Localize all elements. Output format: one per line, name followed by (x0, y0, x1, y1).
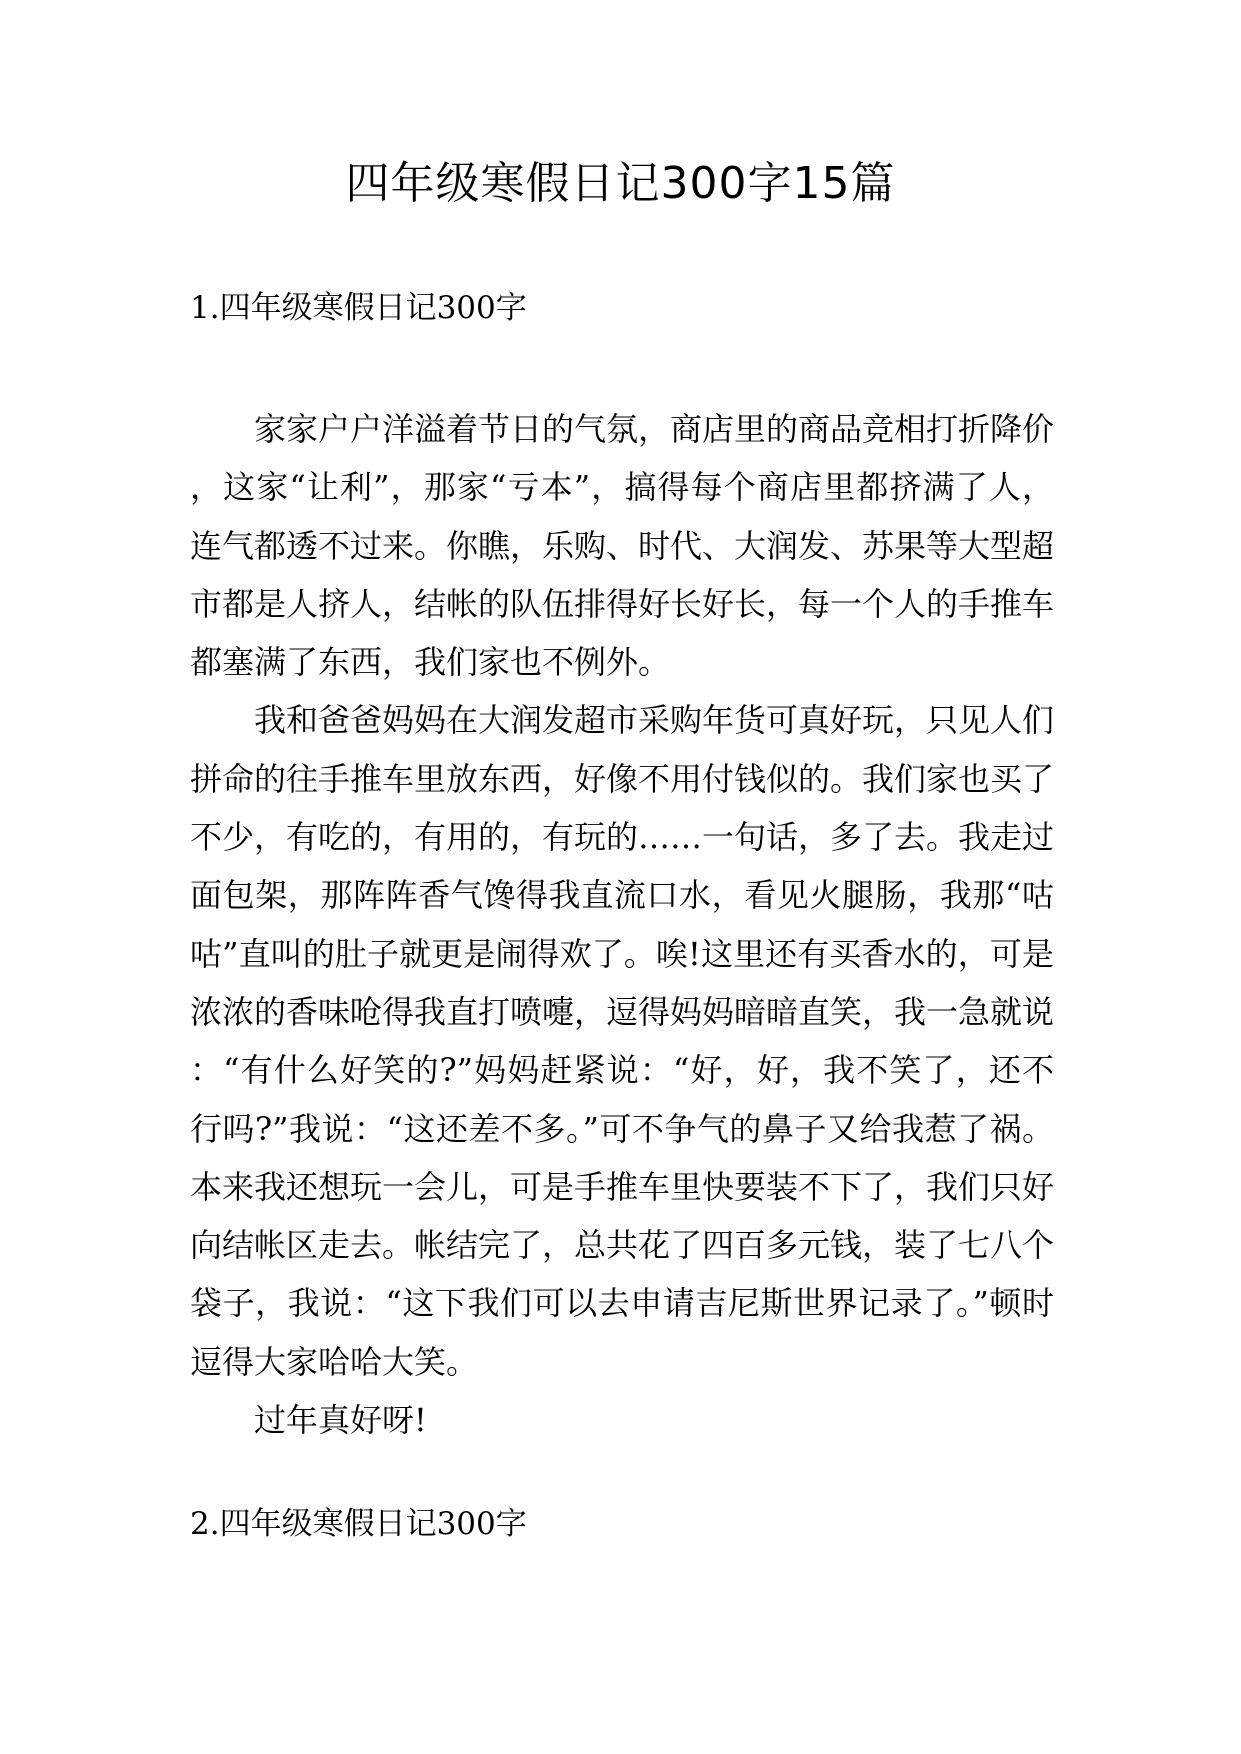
paragraph: 我和爸爸妈妈在大润发超市采购年货可真好玩，只见人们拼命的往手推车里放东西，好像不用付钱似的。我们家也买了不少，有吃的，有用的，有玩的……一句话，多了去。我走过面包架，那阵阵香气馋得我直流口水，看见火腿肠，我那“咕咕”直叫的肚子就更是闹得欢了。唉!这里还有买香水的，可是浓浓的香味呛得我直打喷嚏，逗得妈妈暗暗直笑，我一急就说：“有什么好笑的?”妈妈赶紧说：“好，好，我不笑了，还不行吗?”我说：“这还差不多。”可不争气的鼻子又给我惹了祸。本来我还想玩一会儿，可是手推车里快要装不下了，我们只好向结帐区走去。帐结完了，总共花了四百多元钱，装了七八个袋子，我说：“这下我们可以去申请吉尼斯世界记录了。”顿时逗得大家哈哈大笑。 (190, 701, 1055, 1381)
section-heading-2: 2.四年级寒假日记300字 (190, 1506, 527, 1542)
document-title: 四年级寒假日记300字15篇 (345, 158, 896, 209)
section-body-1 (190, 400, 1054, 1449)
paragraph: 家家户户洋溢着节日的气氛，商店里的商品竞相打折降价，这家“让利”，那家“亏本”，搞得每个商店里都挤满了人，连气都透不过来。你瞧，乐购、时代、大润发、苏果等大型超市都是人挤人，结帐的队伍排得好长好长，每一个人的手推车都塞满了东西，我们家也不例外。 (190, 410, 1055, 682)
paragraph: 过年真好呀! (254, 1401, 427, 1440)
section-heading-1: 1.四年级寒假日记300字 (190, 290, 527, 326)
